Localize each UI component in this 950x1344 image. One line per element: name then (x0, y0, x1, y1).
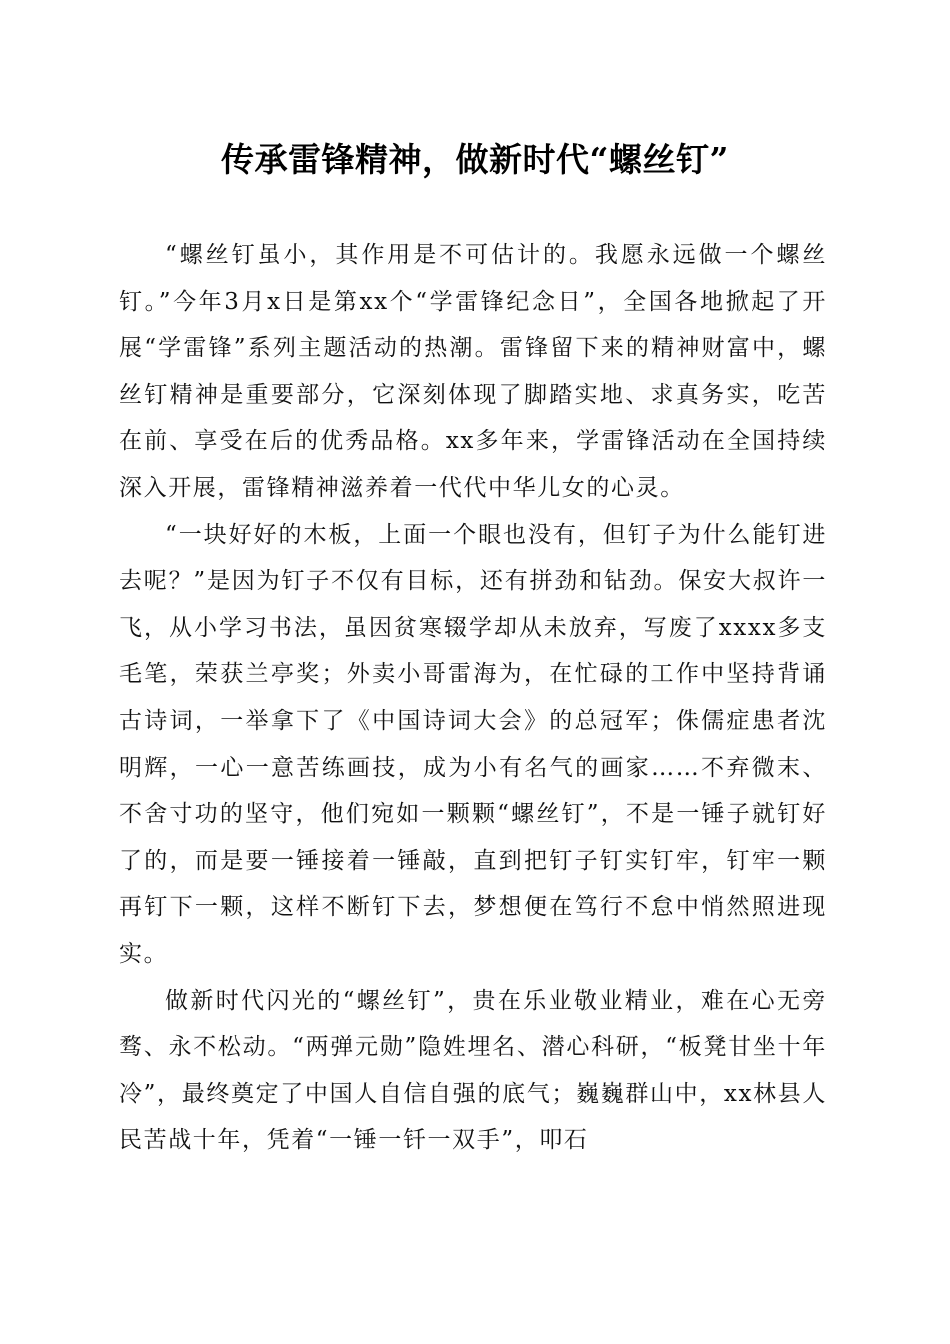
paragraph-2: “一块好好的木板，上面一个眼也没有，但钉子为什么能钉进去呢？”是因为钉子不仅有目标，还有拼劲和钻劲。保安大叔许一飞，从小学习书法，虽因贫寒辍学却从未放弃，写废了xxxx多支毛笔，荣获兰亭奖；外卖小哥雷海为，在忙碌的工作中坚持背诵古诗词，一举拿下了《中国诗词大会》的总冠军；侏儒症患者沈明辉，一心一意苦练画技，成为小有名气的画家……不弃微末、不舍寸功的坚守，他们宛如一颗颗“螺丝钉”，不是一锤子就钉好了的，而是要一锤接着一锤敲，直到把钉子钉实钉牢，钉牢一颗再钉下一颗，这样不断钉下去，梦想便在笃行不怠中悄然照进现实。 (119, 521, 827, 967)
document-body (119, 232, 827, 1164)
document-title: 传承雷锋精神，做新时代“螺丝钉” (221, 140, 729, 179)
paragraph-1: “螺丝钉虽小，其作用是不可估计的。我愿永远做一个螺丝钉。”今年3月x日是第xx个“学雷锋纪念日”，全国各地掀起了开展“学雷锋”系列主题活动的热潮。雷锋留下来的精神财富中，螺丝钉精神是重要部分，它深刻体现了脚踏实地、求真务实，吃苦在前、享受在后的优秀品格。xx多年来，学雷锋活动在全国持续深入开展，雷锋精神滋养着一代代中华儿女的心灵。 (119, 242, 827, 501)
paragraph-3: 做新时代闪光的“螺丝钉”，贵在乐业敬业精业，难在心无旁骛、永不松动。“两弹元勋”隐姓埋名、潜心科研，“板凳甘坐十年冷”，最终奠定了中国人自信自强的底气；巍巍群山中，xx林县人民苦战十年，凭着“一锤一钎一双手”，叩石 (119, 987, 827, 1154)
